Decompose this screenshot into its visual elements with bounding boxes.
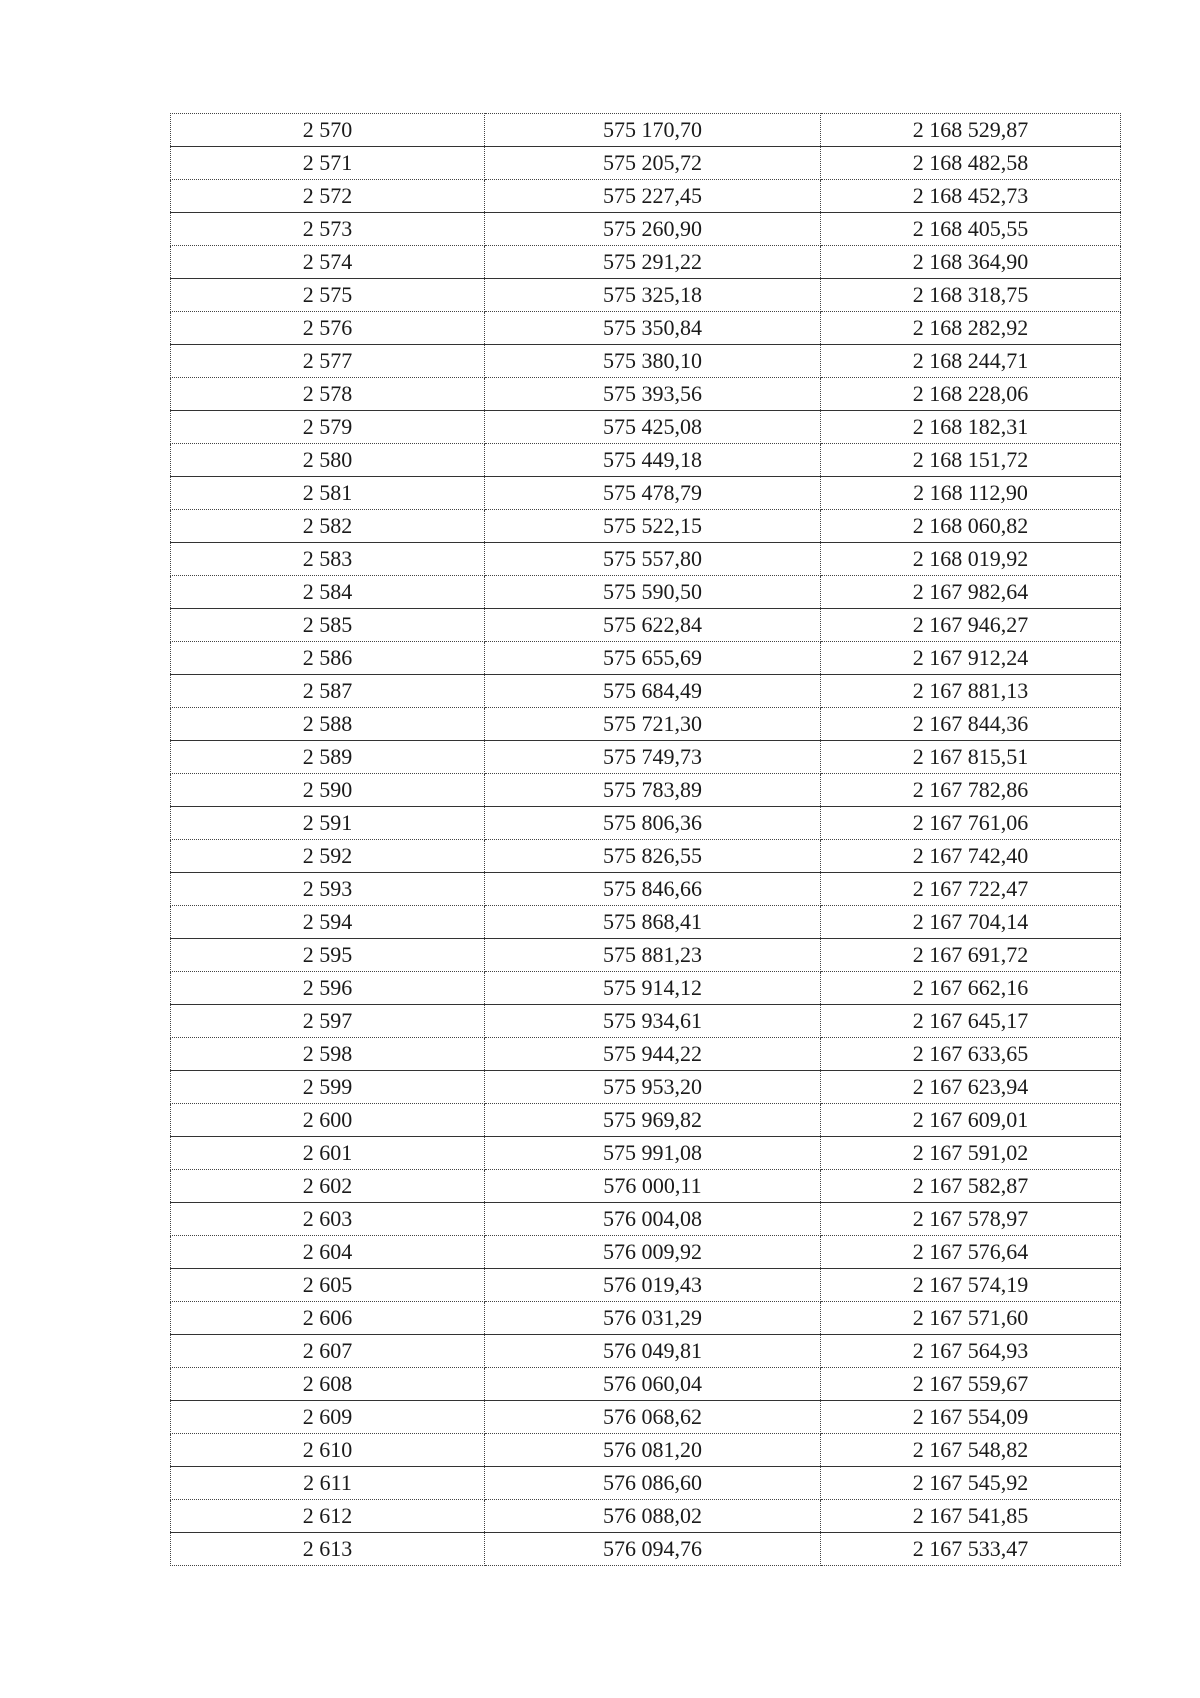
point-number-cell: 2 584 [171, 576, 485, 609]
y-coordinate-cell: 2 167 742,40 [821, 840, 1121, 873]
table-row [171, 807, 1121, 840]
table-row [171, 510, 1121, 543]
table-row [171, 543, 1121, 576]
point-number-cell: 2 605 [171, 1269, 485, 1302]
x-coordinate-cell: 576 088,02 [485, 1500, 821, 1533]
y-coordinate-cell: 2 167 541,85 [821, 1500, 1121, 1533]
table-row [171, 906, 1121, 939]
x-coordinate-cell: 575 393,56 [485, 378, 821, 411]
y-coordinate-cell: 2 167 533,47 [821, 1533, 1121, 1566]
coordinates-table [170, 113, 1121, 1566]
point-number-cell: 2 601 [171, 1137, 485, 1170]
table-row [171, 1533, 1121, 1566]
point-number-cell: 2 613 [171, 1533, 485, 1566]
point-number-cell: 2 600 [171, 1104, 485, 1137]
y-coordinate-cell: 2 168 529,87 [821, 114, 1121, 147]
x-coordinate-cell: 575 969,82 [485, 1104, 821, 1137]
point-number-cell: 2 593 [171, 873, 485, 906]
y-coordinate-cell: 2 168 452,73 [821, 180, 1121, 213]
x-coordinate-cell: 576 068,62 [485, 1401, 821, 1434]
y-coordinate-cell: 2 168 244,71 [821, 345, 1121, 378]
point-number-cell: 2 602 [171, 1170, 485, 1203]
y-coordinate-cell: 2 168 482,58 [821, 147, 1121, 180]
x-coordinate-cell: 575 425,08 [485, 411, 821, 444]
point-number-cell: 2 604 [171, 1236, 485, 1269]
y-coordinate-cell: 2 167 548,82 [821, 1434, 1121, 1467]
table-row [171, 873, 1121, 906]
x-coordinate-cell: 575 325,18 [485, 279, 821, 312]
y-coordinate-cell: 2 167 691,72 [821, 939, 1121, 972]
x-coordinate-cell: 575 826,55 [485, 840, 821, 873]
table-row [171, 246, 1121, 279]
point-number-cell: 2 586 [171, 642, 485, 675]
point-number-cell: 2 576 [171, 312, 485, 345]
y-coordinate-cell: 2 167 578,97 [821, 1203, 1121, 1236]
y-coordinate-cell: 2 167 591,02 [821, 1137, 1121, 1170]
point-number-cell: 2 582 [171, 510, 485, 543]
x-coordinate-cell: 576 019,43 [485, 1269, 821, 1302]
y-coordinate-cell: 2 167 645,17 [821, 1005, 1121, 1038]
point-number-cell: 2 571 [171, 147, 485, 180]
y-coordinate-cell: 2 167 704,14 [821, 906, 1121, 939]
table-row [171, 675, 1121, 708]
x-coordinate-cell: 575 478,79 [485, 477, 821, 510]
point-number-cell: 2 570 [171, 114, 485, 147]
table-row [171, 741, 1121, 774]
y-coordinate-cell: 2 167 571,60 [821, 1302, 1121, 1335]
table-row [171, 345, 1121, 378]
point-number-cell: 2 597 [171, 1005, 485, 1038]
x-coordinate-cell: 576 060,04 [485, 1368, 821, 1401]
point-number-cell: 2 587 [171, 675, 485, 708]
table-row [171, 1104, 1121, 1137]
y-coordinate-cell: 2 168 318,75 [821, 279, 1121, 312]
point-number-cell: 2 589 [171, 741, 485, 774]
point-number-cell: 2 585 [171, 609, 485, 642]
point-number-cell: 2 612 [171, 1500, 485, 1533]
y-coordinate-cell: 2 167 946,27 [821, 609, 1121, 642]
x-coordinate-cell: 575 934,61 [485, 1005, 821, 1038]
x-coordinate-cell: 575 953,20 [485, 1071, 821, 1104]
y-coordinate-cell: 2 168 019,92 [821, 543, 1121, 576]
x-coordinate-cell: 575 914,12 [485, 972, 821, 1005]
x-coordinate-cell: 576 094,76 [485, 1533, 821, 1566]
x-coordinate-cell: 575 590,50 [485, 576, 821, 609]
table-row [171, 1203, 1121, 1236]
table-row [171, 1038, 1121, 1071]
table-row [171, 378, 1121, 411]
x-coordinate-cell: 575 944,22 [485, 1038, 821, 1071]
point-number-cell: 2 580 [171, 444, 485, 477]
x-coordinate-cell: 575 622,84 [485, 609, 821, 642]
x-coordinate-cell: 575 881,23 [485, 939, 821, 972]
x-coordinate-cell: 575 846,66 [485, 873, 821, 906]
x-coordinate-cell: 576 081,20 [485, 1434, 821, 1467]
x-coordinate-cell: 576 086,60 [485, 1467, 821, 1500]
table-row [171, 147, 1121, 180]
table-row [171, 114, 1121, 147]
x-coordinate-cell: 576 000,11 [485, 1170, 821, 1203]
y-coordinate-cell: 2 168 151,72 [821, 444, 1121, 477]
table-row [171, 576, 1121, 609]
point-number-cell: 2 591 [171, 807, 485, 840]
y-coordinate-cell: 2 167 761,06 [821, 807, 1121, 840]
y-coordinate-cell: 2 167 815,51 [821, 741, 1121, 774]
y-coordinate-cell: 2 167 559,67 [821, 1368, 1121, 1401]
table-row [171, 180, 1121, 213]
y-coordinate-cell: 2 168 112,90 [821, 477, 1121, 510]
table-row [171, 1170, 1121, 1203]
x-coordinate-cell: 575 449,18 [485, 444, 821, 477]
table-row [171, 1269, 1121, 1302]
y-coordinate-cell: 2 168 182,31 [821, 411, 1121, 444]
x-coordinate-cell: 575 783,89 [485, 774, 821, 807]
point-number-cell: 2 573 [171, 213, 485, 246]
point-number-cell: 2 595 [171, 939, 485, 972]
x-coordinate-cell: 575 991,08 [485, 1137, 821, 1170]
point-number-cell: 2 572 [171, 180, 485, 213]
point-number-cell: 2 575 [171, 279, 485, 312]
x-coordinate-cell: 575 260,90 [485, 213, 821, 246]
point-number-cell: 2 607 [171, 1335, 485, 1368]
x-coordinate-cell: 575 557,80 [485, 543, 821, 576]
point-number-cell: 2 592 [171, 840, 485, 873]
y-coordinate-cell: 2 167 912,24 [821, 642, 1121, 675]
y-coordinate-cell: 2 167 662,16 [821, 972, 1121, 1005]
point-number-cell: 2 611 [171, 1467, 485, 1500]
table-row [171, 1236, 1121, 1269]
x-coordinate-cell: 575 868,41 [485, 906, 821, 939]
table-row [171, 444, 1121, 477]
table-row [171, 1368, 1121, 1401]
point-number-cell: 2 599 [171, 1071, 485, 1104]
table-row [171, 939, 1121, 972]
y-coordinate-cell: 2 168 228,06 [821, 378, 1121, 411]
y-coordinate-cell: 2 167 554,09 [821, 1401, 1121, 1434]
x-coordinate-cell: 575 291,22 [485, 246, 821, 279]
y-coordinate-cell: 2 168 405,55 [821, 213, 1121, 246]
point-number-cell: 2 598 [171, 1038, 485, 1071]
table-row [171, 279, 1121, 312]
point-number-cell: 2 578 [171, 378, 485, 411]
point-number-cell: 2 583 [171, 543, 485, 576]
y-coordinate-cell: 2 167 881,13 [821, 675, 1121, 708]
x-coordinate-cell: 575 684,49 [485, 675, 821, 708]
table-row [171, 411, 1121, 444]
y-coordinate-cell: 2 167 609,01 [821, 1104, 1121, 1137]
y-coordinate-cell: 2 167 982,64 [821, 576, 1121, 609]
coordinates-table-body [171, 114, 1121, 1566]
table-row [171, 213, 1121, 246]
x-coordinate-cell: 575 749,73 [485, 741, 821, 774]
y-coordinate-cell: 2 167 623,94 [821, 1071, 1121, 1104]
table-row [171, 1335, 1121, 1368]
y-coordinate-cell: 2 168 364,90 [821, 246, 1121, 279]
x-coordinate-cell: 576 049,81 [485, 1335, 821, 1368]
table-row [171, 708, 1121, 741]
point-number-cell: 2 606 [171, 1302, 485, 1335]
point-number-cell: 2 594 [171, 906, 485, 939]
y-coordinate-cell: 2 167 582,87 [821, 1170, 1121, 1203]
x-coordinate-cell: 576 009,92 [485, 1236, 821, 1269]
table-row [171, 1005, 1121, 1038]
table-row [171, 1467, 1121, 1500]
y-coordinate-cell: 2 167 722,47 [821, 873, 1121, 906]
x-coordinate-cell: 575 655,69 [485, 642, 821, 675]
x-coordinate-cell: 576 031,29 [485, 1302, 821, 1335]
table-row [171, 642, 1121, 675]
point-number-cell: 2 577 [171, 345, 485, 378]
x-coordinate-cell: 576 004,08 [485, 1203, 821, 1236]
table-row [171, 1434, 1121, 1467]
point-number-cell: 2 609 [171, 1401, 485, 1434]
point-number-cell: 2 574 [171, 246, 485, 279]
point-number-cell: 2 603 [171, 1203, 485, 1236]
x-coordinate-cell: 575 380,10 [485, 345, 821, 378]
y-coordinate-cell: 2 168 060,82 [821, 510, 1121, 543]
table-row [171, 1302, 1121, 1335]
point-number-cell: 2 596 [171, 972, 485, 1005]
y-coordinate-cell: 2 167 574,19 [821, 1269, 1121, 1302]
point-number-cell: 2 608 [171, 1368, 485, 1401]
y-coordinate-cell: 2 168 282,92 [821, 312, 1121, 345]
x-coordinate-cell: 575 350,84 [485, 312, 821, 345]
point-number-cell: 2 590 [171, 774, 485, 807]
x-coordinate-cell: 575 721,30 [485, 708, 821, 741]
point-number-cell: 2 588 [171, 708, 485, 741]
x-coordinate-cell: 575 522,15 [485, 510, 821, 543]
table-row [171, 1401, 1121, 1434]
x-coordinate-cell: 575 170,70 [485, 114, 821, 147]
x-coordinate-cell: 575 227,45 [485, 180, 821, 213]
table-row [171, 972, 1121, 1005]
table-row [171, 1137, 1121, 1170]
x-coordinate-cell: 575 806,36 [485, 807, 821, 840]
y-coordinate-cell: 2 167 564,93 [821, 1335, 1121, 1368]
table-row [171, 609, 1121, 642]
table-row [171, 1071, 1121, 1104]
y-coordinate-cell: 2 167 844,36 [821, 708, 1121, 741]
y-coordinate-cell: 2 167 576,64 [821, 1236, 1121, 1269]
table-row [171, 477, 1121, 510]
y-coordinate-cell: 2 167 633,65 [821, 1038, 1121, 1071]
y-coordinate-cell: 2 167 782,86 [821, 774, 1121, 807]
table-row [171, 312, 1121, 345]
point-number-cell: 2 579 [171, 411, 485, 444]
x-coordinate-cell: 575 205,72 [485, 147, 821, 180]
table-row [171, 774, 1121, 807]
table-row [171, 840, 1121, 873]
point-number-cell: 2 610 [171, 1434, 485, 1467]
table-row [171, 1500, 1121, 1533]
y-coordinate-cell: 2 167 545,92 [821, 1467, 1121, 1500]
point-number-cell: 2 581 [171, 477, 485, 510]
